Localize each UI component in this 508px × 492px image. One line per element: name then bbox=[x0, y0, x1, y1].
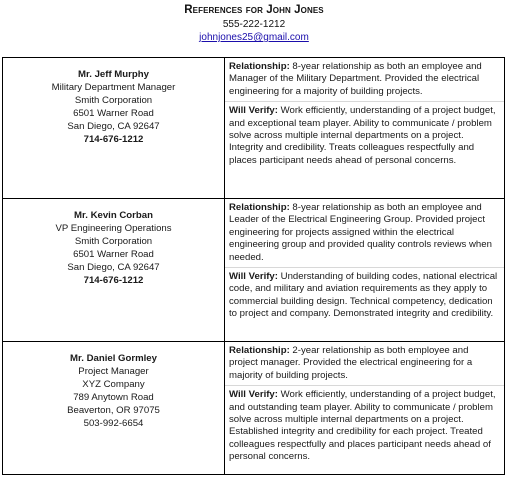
relationship-label: Relationship: bbox=[229, 345, 290, 356]
relationship-label: Relationship: bbox=[229, 202, 290, 213]
reference-city: San Diego, CA 92647 bbox=[67, 262, 160, 273]
reference-company: XYZ Company bbox=[82, 379, 145, 390]
document-header bbox=[0, 0, 508, 43]
will-verify-label: Will Verify: bbox=[229, 105, 278, 117]
relationship-paragraph bbox=[225, 342, 504, 385]
reference-company: Smith Corporation bbox=[74, 236, 153, 247]
reference-row bbox=[3, 199, 505, 342]
will-verify-paragraph bbox=[225, 102, 504, 170]
will-verify-label: Will Verify: bbox=[229, 389, 278, 401]
relationship-text: 8-year relationship as both an employee and Manager of the Military Department. Provided the electrical engineering for a majority of building projects. bbox=[229, 61, 482, 97]
reference-detail-cell bbox=[225, 199, 505, 342]
reference-row bbox=[3, 342, 505, 475]
will-verify-text: Work efficiently, understanding of a project budget, and exceptional team player. Ability to communicate / problem solve across multiple internal departments on a project. Integrity and credibility. Treats colleagues respectfully and places participant needs ahead of personal concerns. bbox=[229, 105, 496, 166]
reference-street: 6501 Warner Road bbox=[73, 249, 154, 260]
will-verify-paragraph bbox=[225, 386, 504, 466]
candidate-email-link[interactable]: johnjones25@gmail.com bbox=[199, 32, 309, 43]
reference-contact-cell bbox=[3, 58, 225, 199]
will-verify-label: Will Verify: bbox=[229, 271, 278, 283]
reference-company: Smith Corporation bbox=[74, 95, 153, 106]
will-verify-text: Understanding of building codes, national electrical code, and military and aviation requirements as they apply to commercial building design. Technical competency, dedication to project and company. Demonstrated integrity and credibility. bbox=[229, 271, 498, 320]
will-verify-text: Work efficiently, understanding of a project budget, and outstanding team player. Ability to communicate / problem solve across multiple internal departments on a project. Established integrity and credibility for each project. Treated colleagues respectfully and places participant needs ahead of personal concerns. bbox=[229, 389, 496, 463]
reference-job-title: Project Manager bbox=[78, 366, 149, 377]
reference-name: Mr. Kevin Corban bbox=[74, 210, 153, 221]
reference-phone: 714-676-1212 bbox=[83, 134, 144, 145]
reference-street: 6501 Warner Road bbox=[73, 108, 154, 119]
reference-city: San Diego, CA 92647 bbox=[67, 121, 160, 132]
relationship-paragraph bbox=[225, 58, 504, 101]
reference-detail-cell bbox=[225, 342, 505, 475]
relationship-text: 2-year relationship as both employee and project manager. Provided the electrical engineering for a majority of building projects. bbox=[229, 345, 473, 381]
candidate-phone: 555-222-1212 bbox=[222, 19, 286, 30]
reference-job-title: VP Engineering Operations bbox=[55, 223, 172, 234]
reference-name: Mr. Jeff Murphy bbox=[78, 69, 149, 80]
relationship-text: 8-year relationship as both an employee and Leader of the Electrical Engineering Group. Provided project engineering for projects assigned within the electrical engineering group and provided quality controls reviews when needed. bbox=[229, 202, 492, 263]
document-title: References for John Jones bbox=[184, 4, 324, 16]
reference-city: Beaverton, OR 97075 bbox=[67, 405, 160, 416]
reference-contact-cell bbox=[3, 342, 225, 475]
relationship-paragraph bbox=[225, 199, 504, 267]
references-table bbox=[2, 57, 505, 475]
reference-name: Mr. Daniel Gormley bbox=[70, 353, 157, 364]
reference-phone: 503-992-6654 bbox=[83, 418, 144, 429]
relationship-label: Relationship: bbox=[229, 61, 290, 72]
will-verify-paragraph bbox=[225, 268, 504, 324]
reference-job-title: Military Department Manager bbox=[51, 82, 176, 93]
reference-row bbox=[3, 58, 505, 199]
reference-phone: 714-676-1212 bbox=[83, 275, 144, 286]
reference-street: 789 Anytown Road bbox=[73, 392, 154, 403]
reference-contact-cell bbox=[3, 199, 225, 342]
reference-detail-cell bbox=[225, 58, 505, 199]
